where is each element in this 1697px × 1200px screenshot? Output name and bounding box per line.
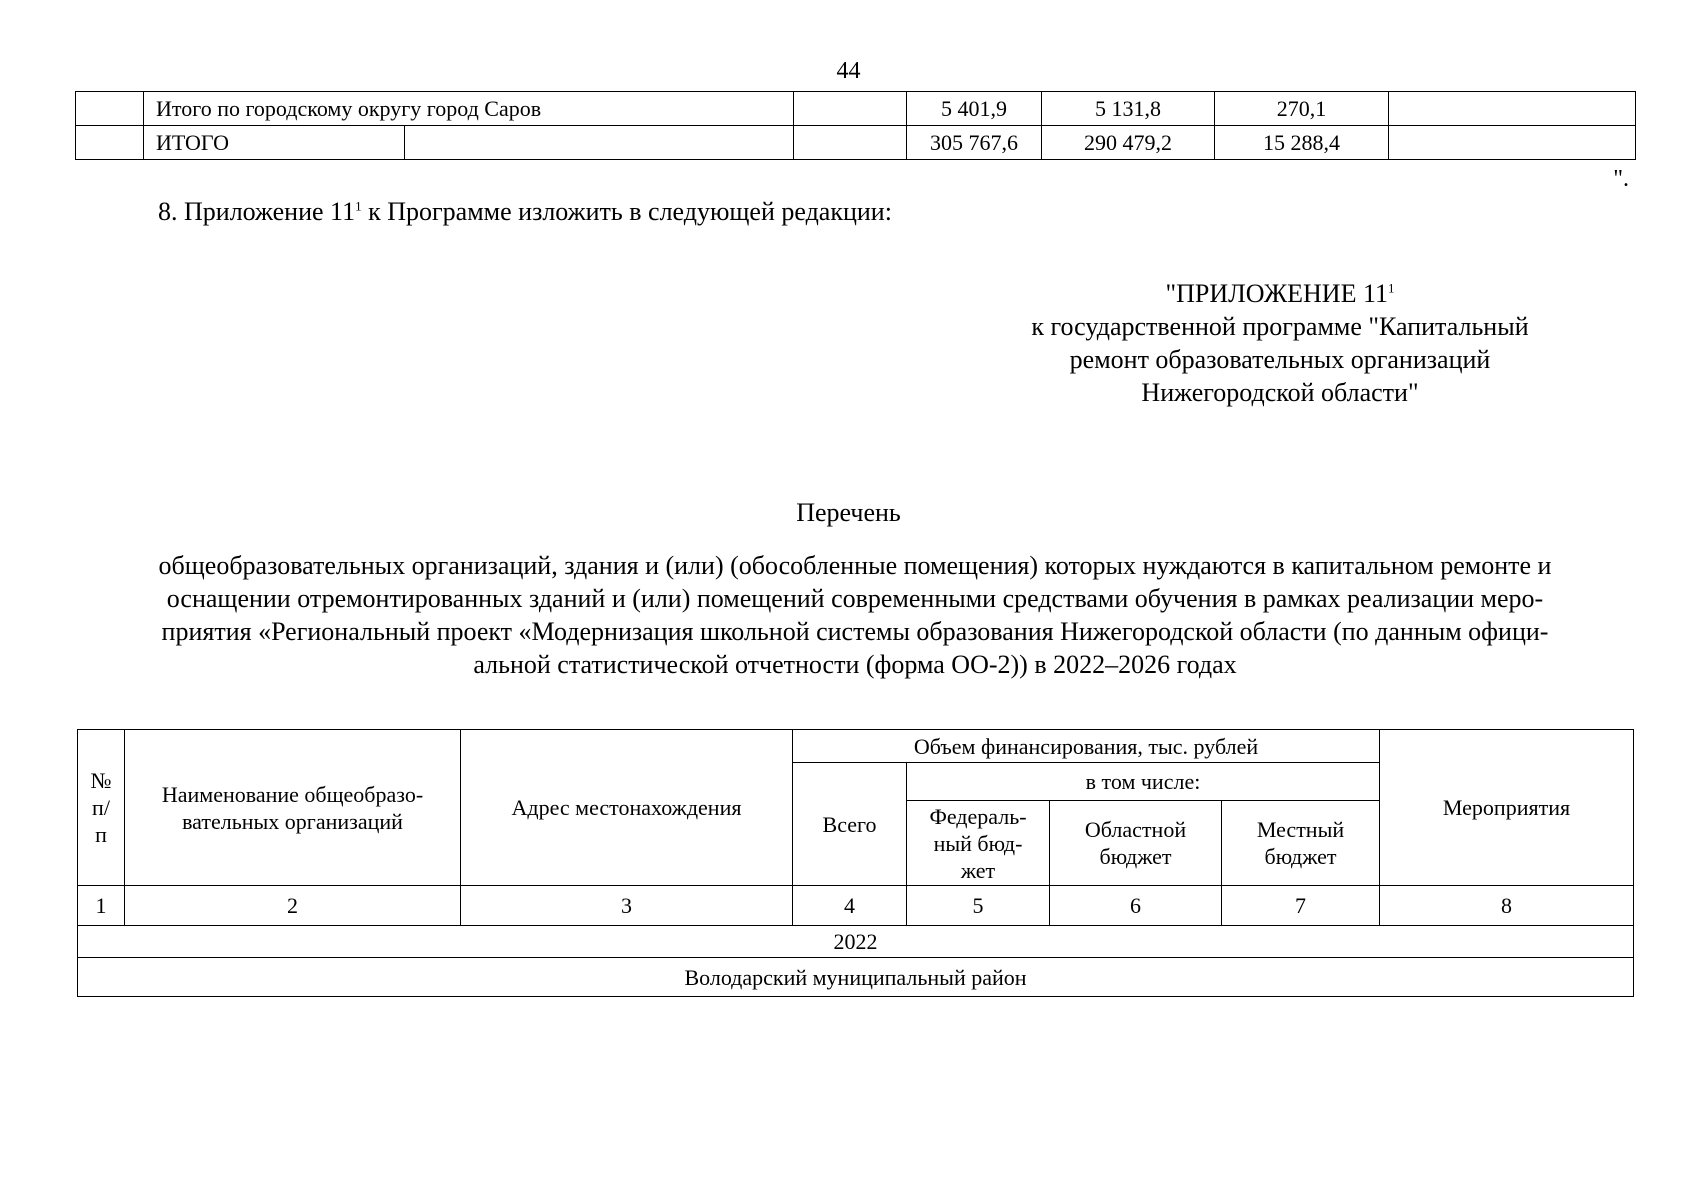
header-including: в том числе: [907,763,1380,801]
column-number: 6 [1050,886,1222,926]
header-regional: Областной бюджет [1050,801,1222,886]
grand-total-local: 15 288,4 [1215,126,1389,160]
document-subtitle [90,549,1620,681]
header-row [78,730,1634,763]
totals-table [75,91,1636,160]
paragraph-8-text: 8. Приложение 11 [158,197,356,226]
subtitle-line: общеобразовательных организаций, здания и (или) (обособленные помещения) которых нуждаются в капитальном ремонте и [158,551,1552,580]
appendix-line: ремонт образовательных организаций [1069,345,1491,374]
paragraph-8 [158,197,892,227]
appendix-title [960,277,1600,310]
organizations-table [77,729,1634,997]
appendix-header [960,277,1600,409]
appendix-line: Нижегородской области" [1141,378,1419,407]
header-measures: Мероприятия [1380,730,1634,886]
year-row [78,926,1634,958]
header-name: Наименование общеобразо-вательных организаций [125,730,461,886]
subtotal-total: 5 401,9 [907,92,1042,126]
table-row [76,92,1636,126]
empty-cell [1389,126,1636,160]
header-funding: Объем финансирования, тыс. рублей [793,730,1380,763]
empty-cell [76,92,144,126]
empty-cell [1389,92,1636,126]
column-number: 1 [78,886,125,926]
header-total: Всего [793,763,907,886]
paragraph-8-text-after: к Программе изложить в следующей редакции: [361,197,892,226]
district-label: Володарский муниципальный район [78,958,1634,997]
document-title: Перечень [796,498,901,527]
column-number: 4 [793,886,907,926]
column-number: 7 [1222,886,1380,926]
grand-total-total: 305 767,6 [907,126,1042,160]
subtotal-label: Итого по городскому округу город Саров [144,92,794,126]
subtitle-line: альной статистической отчетности (форма ОО-2)) в 2022–2026 годах [473,650,1237,679]
empty-cell [794,92,907,126]
appendix-title-text: "ПРИЛОЖЕНИЕ 11 [1165,279,1389,308]
appendix-title-sup: 1 [1388,280,1395,296]
empty-cell [405,126,794,160]
subtotal-local: 270,1 [1215,92,1389,126]
appendix-line: к государственной программе "Капитальный [1031,312,1529,341]
page-number: 44 [836,58,861,84]
subtitle-line: оснащении отремонтированных зданий и (или) помещений современными средствами обучения в рамках реализации меро- [166,584,1544,613]
column-number: 2 [125,886,461,926]
grand-total-label: ИТОГО [144,126,405,160]
header-federal: Федераль-ный бюд-жет [907,801,1050,886]
header-local: Местный бюджет [1222,801,1380,886]
header-num: № п/ п [78,730,125,886]
column-number: 3 [461,886,793,926]
subtotal-regional: 5 131,8 [1042,92,1215,126]
paragraph-8-sup: 1 [355,198,362,214]
header-address: Адрес местонахождения [461,730,793,886]
table-row [76,126,1636,160]
column-number: 5 [907,886,1050,926]
empty-cell [76,126,144,160]
closing-quote: ". [1613,166,1629,192]
year-label: 2022 [78,926,1634,958]
grand-total-regional: 290 479,2 [1042,126,1215,160]
empty-cell [794,126,907,160]
subtitle-line: приятия «Региональный проект «Модернизация школьной системы образования Нижегородской области (по данным офици- [161,617,1549,646]
district-row [78,958,1634,997]
column-number: 8 [1380,886,1634,926]
column-numbers-row [78,886,1634,926]
